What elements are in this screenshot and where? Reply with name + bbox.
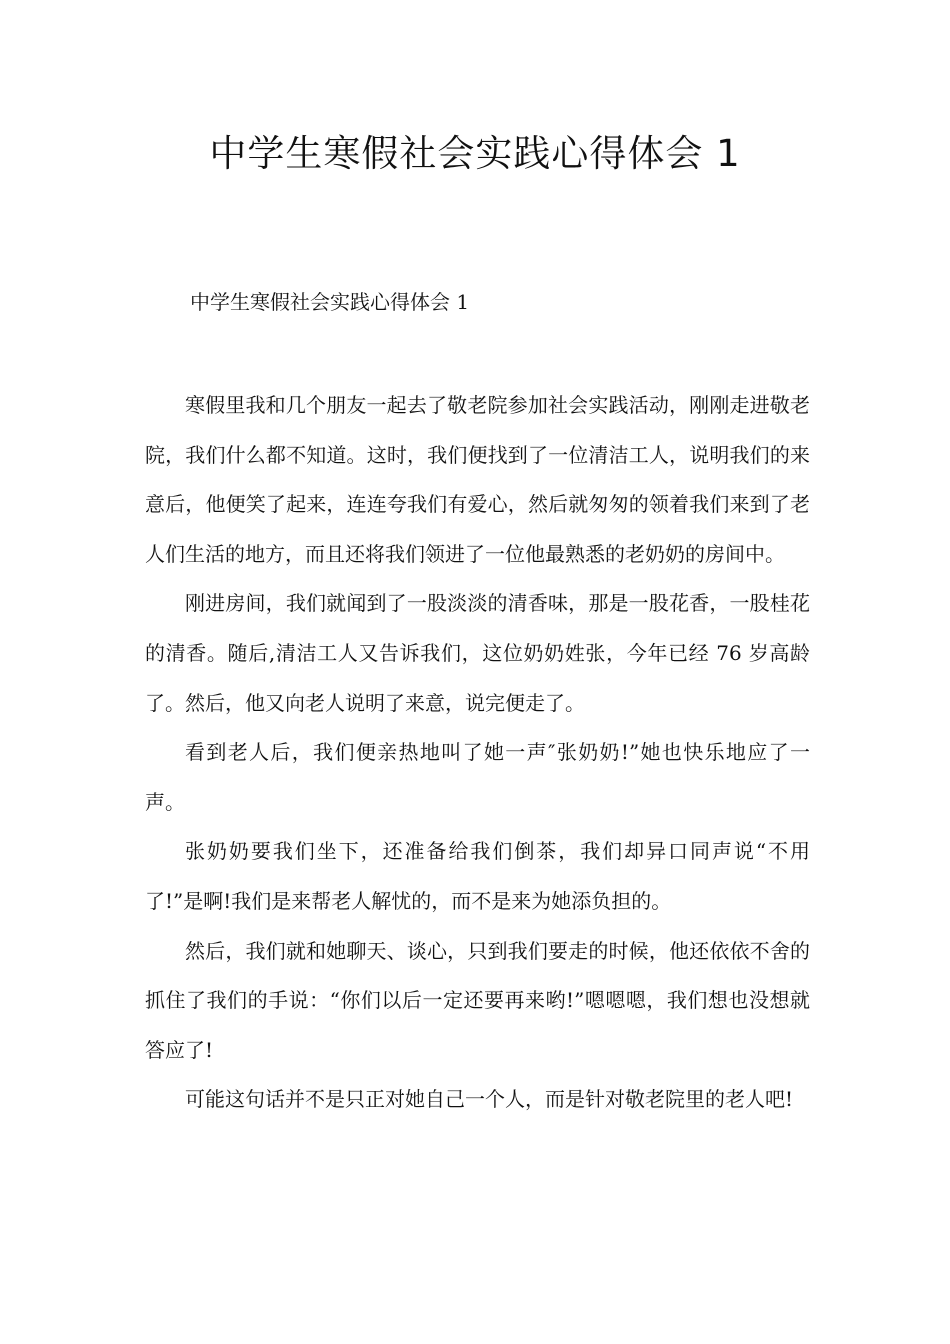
paragraph: 看到老人后，我们便亲热地叫了她一声″张奶奶!”她也快乐地应了一声。: [145, 740, 810, 814]
document-body: [145, 381, 810, 1125]
paragraph: 寒假里我和几个朋友一起去了敬老院参加社会实践活动，刚刚走进敬老院，我们什么都不知道。这时，我们便找到了一位清洁工人，说明我们的来意后，他便笑了起来，连连夸我们有爱心，然后就匆匆的领着我们来到了老人们生活的地方，而且还将我们领进了一位他最熟悉的老奶奶的房间中。: [145, 393, 810, 566]
paragraph: 然后，我们就和她聊天、谈心，只到我们要走的时候，他还依依不舍的抓住了我们的手说：“你们以后一定还要再来哟!”嗯嗯嗯，我们想也没想就答应了!: [145, 938, 810, 1062]
paragraph: 刚进房间，我们就闻到了一股淡淡的清香味，那是一股花香，一股桂花的清香。随后,清洁工人又告诉我们，这位奶奶姓张，今年已经 76 岁高龄了。然后，他又向老人说明了来意，说完便走了。: [145, 591, 810, 715]
paragraph: 张奶奶要我们坐下，还准备给我们倒茶，我们却异口同声说“不用了!”是啊!我们是来帮老人解忧的，而不是来为她添负担的。: [145, 839, 810, 913]
page-title: 中学生寒假社会实践心得体会 1: [209, 132, 741, 175]
paragraph: 可能这句话并不是只正对她自己一个人，而是针对敬老院里的老人吧!: [185, 1087, 794, 1112]
document-subtitle: 中学生寒假社会实践心得体会 1: [190, 290, 470, 314]
